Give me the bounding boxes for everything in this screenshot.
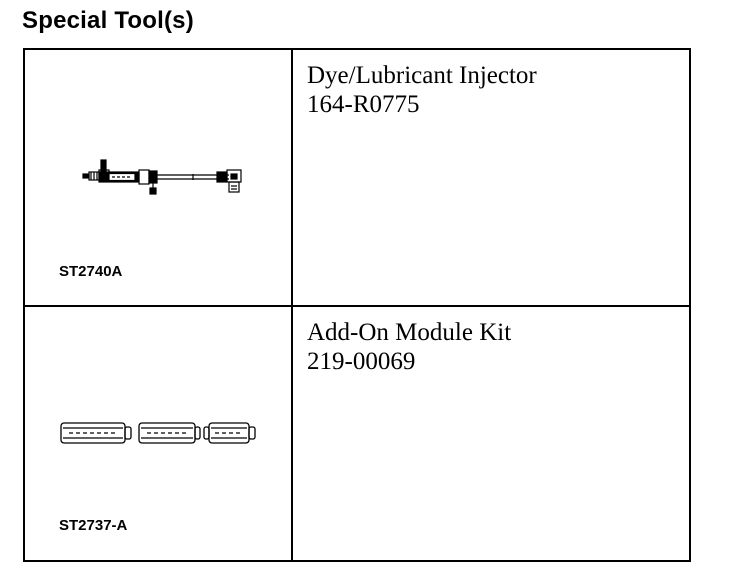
section-heading: Special Tool(s) xyxy=(22,7,194,34)
tool-image-cell xyxy=(25,307,293,560)
tool-description-cell xyxy=(293,50,689,305)
add-on-module-kit-icon xyxy=(59,415,265,451)
tool-description-cell xyxy=(293,307,689,560)
tool-image-cell xyxy=(25,50,293,305)
tool-number: 164-R0775 xyxy=(307,91,420,118)
tool-number: 219-00069 xyxy=(307,348,416,375)
tool-row-add-on-module-kit xyxy=(25,307,689,560)
tool-row-dye-lubricant-injector xyxy=(25,50,689,307)
art-code-label: ST2737-A xyxy=(59,517,128,534)
special-tools-table xyxy=(23,48,691,562)
tool-name: Add-On Module Kit xyxy=(307,319,512,346)
art-code-label: ST2740A xyxy=(59,263,123,280)
dye-lubricant-injector-icon xyxy=(81,158,251,204)
tool-name: Dye/Lubricant Injector xyxy=(307,62,537,89)
